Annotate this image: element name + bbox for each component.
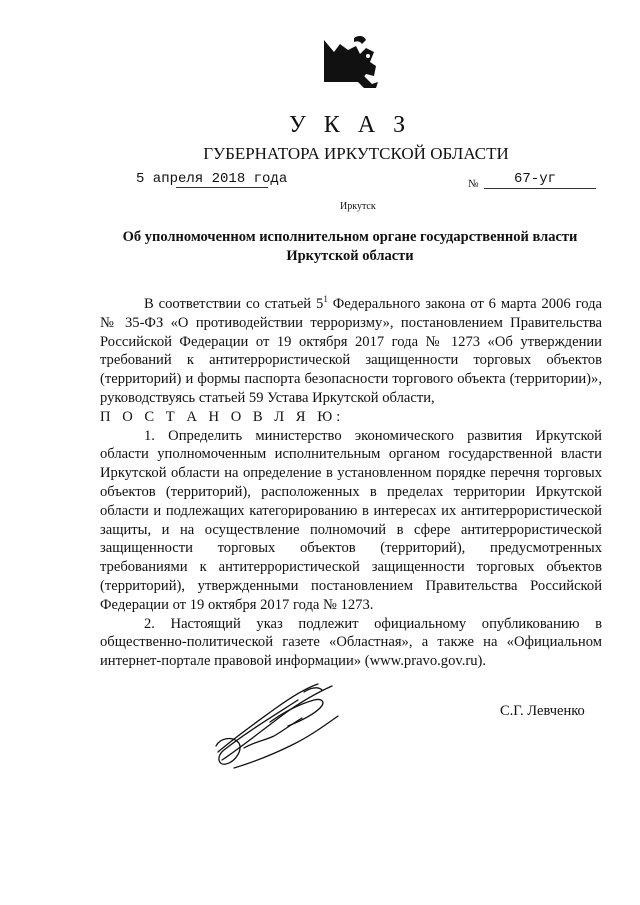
irkutsk-emblem-icon (320, 32, 382, 90)
decree-heading (100, 228, 600, 266)
signature-icon (214, 678, 342, 772)
decree-title: У К А З (288, 112, 412, 138)
preamble-paragraph (100, 295, 602, 408)
heading-line-1: Об уполномоченном исполнительном органе государственной власти (122, 229, 578, 245)
decree-item-2: 2. Настоящий указ подлежит официальному опубликованию в общественно-политической газете «Областная», а также на «Официальном интернет-портале правовой информации» (www.pravo.gov.ru). (100, 615, 602, 670)
signer-name: С.Г. Левченко (500, 703, 585, 719)
number-underline (484, 188, 596, 189)
preamble-rest: Федерального закона от 6 марта 2006 года № 35-ФЗ «О противодействии терроризму», постановлением Правительства Российской Федерации от 19 октября 2017 года № 1273 «Об утверждении требований к антитеррористической защищенности торговых объектов (территорий) и формы паспорта безопасности торгового объекта (территории)», руководствуясь статьей 59 Устава Иркутской области, (100, 296, 602, 406)
decree-body (100, 295, 602, 671)
preamble-start: В соответствии со статьей 5 (144, 296, 324, 312)
number-sign: № (468, 178, 479, 190)
decree-subtitle: ГУБЕРНАТОРА ИРКУТСКОЙ ОБЛАСТИ (203, 144, 509, 163)
decree-word: П О С Т А Н О В Л Я Ю: (100, 408, 345, 425)
heading-line-2: Иркутской области (286, 248, 414, 264)
decree-item-1: 1. Определить министерство экономического развития Иркутской области уполномоченным исполнительным органом государственной власти Иркутской области на определение в установленном порядке перечня торговых объектов (территорий), расположенных в пределах территории Иркутской области и подлежащих категорированию в интересах их антитеррористической защиты, и на осуществление полномочий в сфере антитеррористической защищенности торговых объектов (территорий), предусмотренных требованиями к антитеррористической защищенности торговых объектов (территорий), утвержденными постановлением Правительства Российской Федерации от 19 октября 2017 года № 1273. (100, 427, 602, 613)
decree-number: 67-уг (514, 171, 557, 187)
date-underline (176, 187, 268, 188)
article-superscript: 1 (323, 294, 328, 305)
city-label: Иркутск (340, 201, 376, 212)
decree-date: 5 апреля 2018 года (136, 171, 288, 187)
